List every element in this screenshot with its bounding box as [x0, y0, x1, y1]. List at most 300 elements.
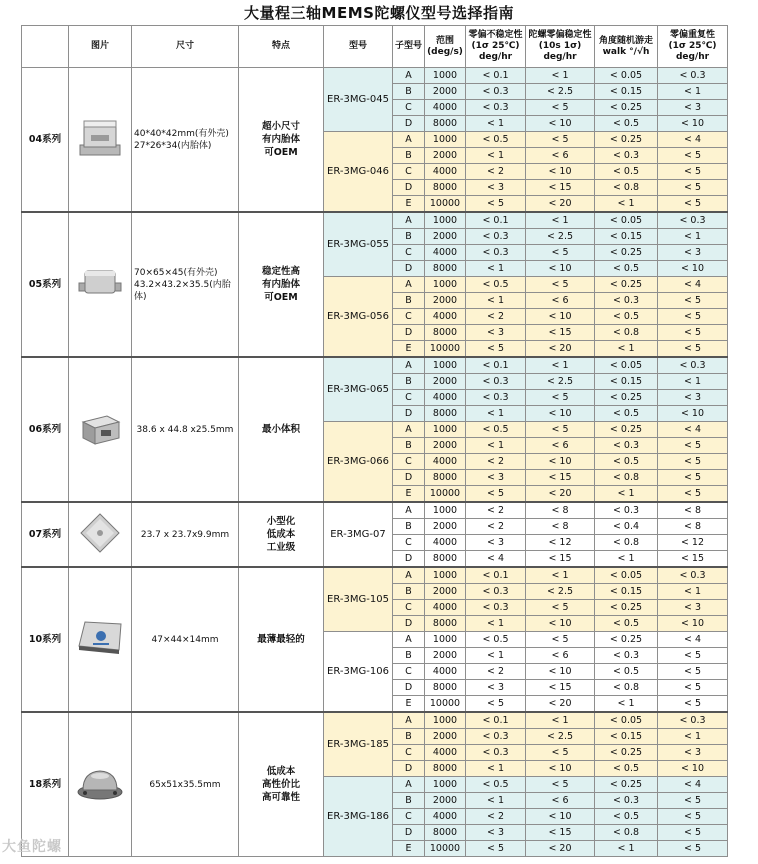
gyro-photo-icon: [69, 408, 131, 451]
bias-stability-cell: < 20: [526, 486, 595, 503]
arw-cell: < 0.3: [595, 793, 658, 809]
bias-instability-cell: < 1: [466, 261, 526, 277]
table-row: [22, 712, 728, 729]
bias-instability-cell: < 1: [466, 406, 526, 422]
bias-instability-cell: < 0.3: [466, 374, 526, 390]
bias-stability-cell: < 20: [526, 841, 595, 857]
range-cell: 1000: [425, 502, 466, 519]
arw-cell: < 0.25: [595, 745, 658, 761]
repeatability-cell: < 5: [658, 438, 728, 454]
bias-stability-cell: < 1: [526, 712, 595, 729]
arw-cell: < 0.5: [595, 454, 658, 470]
bias-instability-cell: < 5: [466, 696, 526, 713]
range-cell: 10000: [425, 341, 466, 358]
submodel-cell: A: [393, 567, 425, 584]
range-cell: 4000: [425, 809, 466, 825]
submodel-cell: D: [393, 551, 425, 568]
arw-cell: < 0.15: [595, 374, 658, 390]
table-row: [22, 68, 728, 84]
bias-instability-cell: < 3: [466, 825, 526, 841]
arw-cell: < 0.15: [595, 729, 658, 745]
range-cell: 2000: [425, 438, 466, 454]
submodel-cell: A: [393, 68, 425, 84]
bias-instability-cell: < 0.5: [466, 422, 526, 438]
bias-instability-cell: < 2: [466, 309, 526, 325]
bias-stability-cell: < 6: [526, 293, 595, 309]
bias-stability-cell: < 15: [526, 680, 595, 696]
bias-stability-cell: < 10: [526, 261, 595, 277]
range-cell: 8000: [425, 325, 466, 341]
model-name: ER-3MG-186: [324, 777, 393, 857]
bias-instability-cell: < 3: [466, 680, 526, 696]
submodel-cell: C: [393, 245, 425, 261]
range-cell: 4000: [425, 164, 466, 180]
repeatability-cell: < 5: [658, 309, 728, 325]
product-photo: [69, 68, 132, 213]
submodel-cell: A: [393, 212, 425, 229]
submodel-cell: C: [393, 745, 425, 761]
range-cell: 2000: [425, 648, 466, 664]
bias-stability-cell: < 2.5: [526, 229, 595, 245]
bias-instability-cell: < 0.3: [466, 745, 526, 761]
product-photo: [69, 567, 132, 712]
arw-cell: < 0.4: [595, 519, 658, 535]
bias-stability-cell: < 10: [526, 616, 595, 632]
bias-instability-cell: < 0.1: [466, 712, 526, 729]
submodel-cell: C: [393, 809, 425, 825]
submodel-cell: D: [393, 761, 425, 777]
arw-cell: < 0.3: [595, 648, 658, 664]
bias-stability-cell: < 15: [526, 825, 595, 841]
repeatability-cell: < 8: [658, 519, 728, 535]
range-cell: 10000: [425, 196, 466, 213]
bias-stability-cell: < 10: [526, 406, 595, 422]
submodel-cell: D: [393, 616, 425, 632]
repeatability-cell: < 5: [658, 809, 728, 825]
gyro-photo-icon: [69, 616, 131, 663]
bias-instability-cell: < 3: [466, 180, 526, 196]
range-cell: 8000: [425, 180, 466, 196]
submodel-cell: B: [393, 519, 425, 535]
arw-cell: < 0.15: [595, 84, 658, 100]
feature-cell: 稳定性高 有内胎体 可OEM: [239, 212, 324, 357]
submodel-cell: C: [393, 664, 425, 680]
bias-instability-cell: < 2: [466, 454, 526, 470]
range-cell: 1000: [425, 277, 466, 293]
bias-stability-cell: < 20: [526, 196, 595, 213]
table-row: [22, 567, 728, 584]
submodel-cell: D: [393, 116, 425, 132]
range-cell: 4000: [425, 390, 466, 406]
submodel-cell: D: [393, 470, 425, 486]
arw-cell: < 0.5: [595, 164, 658, 180]
bias-instability-cell: < 0.3: [466, 229, 526, 245]
feature-cell: 低成本 高性价比 高可靠性: [239, 712, 324, 857]
submodel-cell: A: [393, 132, 425, 148]
range-cell: 1000: [425, 357, 466, 374]
range-cell: 1000: [425, 422, 466, 438]
arw-cell: < 0.25: [595, 390, 658, 406]
repeatability-cell: < 4: [658, 422, 728, 438]
series-name: 18系列: [22, 712, 69, 857]
submodel-cell: B: [393, 229, 425, 245]
arw-cell: < 1: [595, 696, 658, 713]
repeatability-cell: < 3: [658, 245, 728, 261]
range-cell: 1000: [425, 212, 466, 229]
repeatability-cell: < 5: [658, 486, 728, 503]
submodel-cell: B: [393, 293, 425, 309]
arw-cell: < 0.05: [595, 357, 658, 374]
range-cell: 1000: [425, 632, 466, 648]
bias-stability-cell: < 6: [526, 148, 595, 164]
bias-stability-cell: < 6: [526, 648, 595, 664]
repeatability-cell: < 3: [658, 100, 728, 116]
submodel-cell: E: [393, 696, 425, 713]
bias-stability-cell: < 2.5: [526, 584, 595, 600]
submodel-cell: D: [393, 180, 425, 196]
model-name: ER-3MG-056: [324, 277, 393, 358]
arw-cell: < 0.8: [595, 535, 658, 551]
arw-cell: < 0.8: [595, 325, 658, 341]
arw-cell: < 0.25: [595, 777, 658, 793]
model-name: ER-3MG-046: [324, 132, 393, 213]
gyro-photo-icon: [69, 510, 131, 559]
size-cell: 40*40*42mm(有外壳) 27*26*34(内胎体): [132, 68, 239, 213]
repeatability-cell: < 5: [658, 648, 728, 664]
product-photo: [69, 712, 132, 857]
submodel-cell: D: [393, 825, 425, 841]
bias-stability-cell: < 10: [526, 761, 595, 777]
submodel-cell: A: [393, 712, 425, 729]
bias-instability-cell: < 0.5: [466, 277, 526, 293]
arw-cell: < 0.5: [595, 761, 658, 777]
range-cell: 8000: [425, 261, 466, 277]
arw-cell: < 0.25: [595, 422, 658, 438]
arw-cell: < 0.05: [595, 567, 658, 584]
arw-cell: < 0.5: [595, 809, 658, 825]
watermark: 大鱼陀螺: [2, 839, 62, 855]
arw-cell: < 0.15: [595, 229, 658, 245]
bias-instability-cell: < 0.3: [466, 390, 526, 406]
repeatability-cell: < 5: [658, 680, 728, 696]
size-cell: 47×44×14mm: [132, 567, 239, 712]
bias-stability-cell: < 15: [526, 180, 595, 196]
range-cell: 2000: [425, 293, 466, 309]
bias-stability-cell: < 5: [526, 745, 595, 761]
bias-instability-cell: < 3: [466, 325, 526, 341]
range-cell: 10000: [425, 841, 466, 857]
arw-cell: < 0.25: [595, 600, 658, 616]
model-name: ER-3MG-045: [324, 68, 393, 132]
arw-cell: < 0.25: [595, 277, 658, 293]
bias-stability-cell: < 5: [526, 245, 595, 261]
arw-cell: < 0.3: [595, 502, 658, 519]
arw-cell: < 0.8: [595, 180, 658, 196]
table-row: [22, 502, 728, 519]
submodel-cell: B: [393, 793, 425, 809]
range-cell: 2000: [425, 729, 466, 745]
series-name: 05系列: [22, 212, 69, 357]
bias-stability-cell: < 10: [526, 809, 595, 825]
bias-stability-cell: < 15: [526, 551, 595, 568]
gyro-photo-icon: [69, 762, 131, 807]
bias-stability-cell: < 10: [526, 664, 595, 680]
range-cell: 8000: [425, 761, 466, 777]
repeatability-cell: < 8: [658, 502, 728, 519]
submodel-cell: E: [393, 196, 425, 213]
bias-stability-cell: < 5: [526, 422, 595, 438]
bias-instability-cell: < 0.3: [466, 245, 526, 261]
bias-stability-cell: < 15: [526, 470, 595, 486]
gyro-photo-icon: [69, 115, 131, 164]
submodel-cell: C: [393, 164, 425, 180]
header-size: 尺寸: [132, 26, 239, 68]
bias-stability-cell: < 2.5: [526, 729, 595, 745]
arw-cell: < 0.8: [595, 470, 658, 486]
repeatability-cell: < 0.3: [658, 68, 728, 84]
submodel-cell: D: [393, 406, 425, 422]
range-cell: 4000: [425, 454, 466, 470]
bias-instability-cell: < 1: [466, 116, 526, 132]
header-bias-repeatability: 零偏重复性 (1σ 25℃) deg/hr: [658, 26, 728, 68]
model-name: ER-3MG-105: [324, 567, 393, 632]
submodel-cell: B: [393, 648, 425, 664]
range-cell: 2000: [425, 374, 466, 390]
range-cell: 2000: [425, 584, 466, 600]
submodel-cell: C: [393, 309, 425, 325]
arw-cell: < 0.8: [595, 825, 658, 841]
bias-stability-cell: < 10: [526, 164, 595, 180]
bias-instability-cell: < 1: [466, 438, 526, 454]
header-picture: 图片: [69, 26, 132, 68]
size-cell: 65x51x35.5mm: [132, 712, 239, 857]
arw-cell: < 1: [595, 486, 658, 503]
submodel-cell: C: [393, 454, 425, 470]
feature-cell: 超小尺寸 有内胎体 可OEM: [239, 68, 324, 213]
bias-stability-cell: < 6: [526, 793, 595, 809]
range-cell: 8000: [425, 680, 466, 696]
arw-cell: < 0.25: [595, 132, 658, 148]
model-name: ER-3MG-185: [324, 712, 393, 777]
bias-instability-cell: < 0.1: [466, 68, 526, 84]
submodel-cell: D: [393, 325, 425, 341]
bias-instability-cell: < 0.5: [466, 632, 526, 648]
repeatability-cell: < 1: [658, 229, 728, 245]
repeatability-cell: < 10: [658, 116, 728, 132]
submodel-cell: D: [393, 261, 425, 277]
repeatability-cell: < 5: [658, 793, 728, 809]
bias-instability-cell: < 1: [466, 793, 526, 809]
bias-instability-cell: < 1: [466, 648, 526, 664]
range-cell: 10000: [425, 486, 466, 503]
arw-cell: < 0.3: [595, 293, 658, 309]
repeatability-cell: < 4: [658, 632, 728, 648]
bias-stability-cell: < 2.5: [526, 84, 595, 100]
bias-stability-cell: < 1: [526, 212, 595, 229]
model-name: ER-3MG-106: [324, 632, 393, 713]
bias-instability-cell: < 0.5: [466, 132, 526, 148]
repeatability-cell: < 10: [658, 261, 728, 277]
bias-stability-cell: < 1: [526, 567, 595, 584]
repeatability-cell: < 0.3: [658, 357, 728, 374]
header-model: 型号: [324, 26, 393, 68]
bias-instability-cell: < 2: [466, 164, 526, 180]
repeatability-cell: < 5: [658, 164, 728, 180]
repeatability-cell: < 5: [658, 325, 728, 341]
bias-instability-cell: < 0.3: [466, 100, 526, 116]
repeatability-cell: < 15: [658, 551, 728, 568]
range-cell: 1000: [425, 712, 466, 729]
range-cell: 8000: [425, 551, 466, 568]
bias-instability-cell: < 2: [466, 664, 526, 680]
bias-instability-cell: < 1: [466, 761, 526, 777]
header-bias-instability: 零偏不稳定性 (1σ 25℃) deg/hr: [466, 26, 526, 68]
size-cell: 38.6 x 44.8 x25.5mm: [132, 357, 239, 502]
bias-instability-cell: < 2: [466, 502, 526, 519]
table-row: [22, 212, 728, 229]
submodel-cell: B: [393, 148, 425, 164]
range-cell: 8000: [425, 470, 466, 486]
arw-cell: < 0.5: [595, 116, 658, 132]
bias-instability-cell: < 0.1: [466, 567, 526, 584]
series-name: 07系列: [22, 502, 69, 567]
repeatability-cell: < 12: [658, 535, 728, 551]
submodel-cell: A: [393, 422, 425, 438]
selection-table-wrapper: [21, 25, 727, 857]
feature-cell: 最小体积: [239, 357, 324, 502]
arw-cell: < 1: [595, 341, 658, 358]
model-name: ER-3MG-07: [324, 502, 393, 567]
bias-stability-cell: < 6: [526, 438, 595, 454]
repeatability-cell: < 3: [658, 600, 728, 616]
submodel-cell: A: [393, 632, 425, 648]
repeatability-cell: < 5: [658, 341, 728, 358]
header-range: 范围 (deg/s): [425, 26, 466, 68]
range-cell: 2000: [425, 148, 466, 164]
arw-cell: < 1: [595, 196, 658, 213]
bias-instability-cell: < 0.5: [466, 777, 526, 793]
header-series: [22, 26, 69, 68]
arw-cell: < 0.3: [595, 148, 658, 164]
range-cell: 2000: [425, 519, 466, 535]
bias-instability-cell: < 1: [466, 293, 526, 309]
bias-instability-cell: < 2: [466, 519, 526, 535]
bias-stability-cell: < 5: [526, 777, 595, 793]
bias-stability-cell: < 5: [526, 132, 595, 148]
repeatability-cell: < 1: [658, 84, 728, 100]
arw-cell: < 0.25: [595, 632, 658, 648]
bias-stability-cell: < 10: [526, 116, 595, 132]
repeatability-cell: < 1: [658, 729, 728, 745]
bias-instability-cell: < 0.1: [466, 212, 526, 229]
series-name: 10系列: [22, 567, 69, 712]
arw-cell: < 0.5: [595, 616, 658, 632]
bias-stability-cell: < 10: [526, 309, 595, 325]
bias-instability-cell: < 5: [466, 841, 526, 857]
repeatability-cell: < 5: [658, 696, 728, 713]
arw-cell: < 0.5: [595, 309, 658, 325]
arw-cell: < 0.5: [595, 664, 658, 680]
bias-instability-cell: < 0.3: [466, 600, 526, 616]
submodel-cell: A: [393, 277, 425, 293]
bias-stability-cell: < 1: [526, 357, 595, 374]
bias-instability-cell: < 5: [466, 486, 526, 503]
range-cell: 4000: [425, 309, 466, 325]
bias-stability-cell: < 5: [526, 277, 595, 293]
range-cell: 8000: [425, 406, 466, 422]
selection-table: [21, 25, 728, 857]
repeatability-cell: < 5: [658, 196, 728, 213]
table-body: [22, 68, 728, 857]
arw-cell: < 0.8: [595, 680, 658, 696]
submodel-cell: B: [393, 729, 425, 745]
header-bias-stability: 陀螺零偏稳定性 (10s 1σ) deg/hr: [526, 26, 595, 68]
submodel-cell: A: [393, 777, 425, 793]
range-cell: 8000: [425, 616, 466, 632]
bias-stability-cell: < 5: [526, 100, 595, 116]
model-name: ER-3MG-066: [324, 422, 393, 503]
submodel-cell: C: [393, 535, 425, 551]
range-cell: 4000: [425, 745, 466, 761]
repeatability-cell: < 5: [658, 454, 728, 470]
repeatability-cell: < 3: [658, 745, 728, 761]
range-cell: 4000: [425, 100, 466, 116]
repeatability-cell: < 10: [658, 406, 728, 422]
range-cell: 4000: [425, 535, 466, 551]
range-cell: 1000: [425, 132, 466, 148]
bias-stability-cell: < 5: [526, 632, 595, 648]
range-cell: 1000: [425, 777, 466, 793]
range-cell: 8000: [425, 116, 466, 132]
bias-instability-cell: < 5: [466, 341, 526, 358]
range-cell: 8000: [425, 825, 466, 841]
bias-instability-cell: < 2: [466, 809, 526, 825]
submodel-cell: E: [393, 841, 425, 857]
submodel-cell: D: [393, 680, 425, 696]
repeatability-cell: < 1: [658, 374, 728, 390]
repeatability-cell: < 5: [658, 841, 728, 857]
product-photo: [69, 502, 132, 567]
submodel-cell: E: [393, 341, 425, 358]
range-cell: 4000: [425, 664, 466, 680]
size-cell: 23.7 x 23.7x9.9mm: [132, 502, 239, 567]
range-cell: 4000: [425, 600, 466, 616]
repeatability-cell: < 5: [658, 180, 728, 196]
repeatability-cell: < 0.3: [658, 567, 728, 584]
arw-cell: < 0.05: [595, 712, 658, 729]
bias-stability-cell: < 10: [526, 454, 595, 470]
repeatability-cell: < 4: [658, 777, 728, 793]
size-cell: 70×65×45(有外壳) 43.2×43.2×35.5(内胎体): [132, 212, 239, 357]
table-row: [22, 357, 728, 374]
range-cell: 1000: [425, 567, 466, 584]
repeatability-cell: < 5: [658, 664, 728, 680]
range-cell: 4000: [425, 245, 466, 261]
bias-stability-cell: < 20: [526, 696, 595, 713]
arw-cell: < 0.25: [595, 100, 658, 116]
arw-cell: < 0.05: [595, 212, 658, 229]
bias-instability-cell: < 5: [466, 196, 526, 213]
bias-stability-cell: < 5: [526, 600, 595, 616]
repeatability-cell: < 5: [658, 293, 728, 309]
arw-cell: < 0.15: [595, 584, 658, 600]
submodel-cell: C: [393, 390, 425, 406]
repeatability-cell: < 5: [658, 148, 728, 164]
bias-instability-cell: < 3: [466, 470, 526, 486]
submodel-cell: C: [393, 600, 425, 616]
arw-cell: < 1: [595, 551, 658, 568]
range-cell: 10000: [425, 696, 466, 713]
